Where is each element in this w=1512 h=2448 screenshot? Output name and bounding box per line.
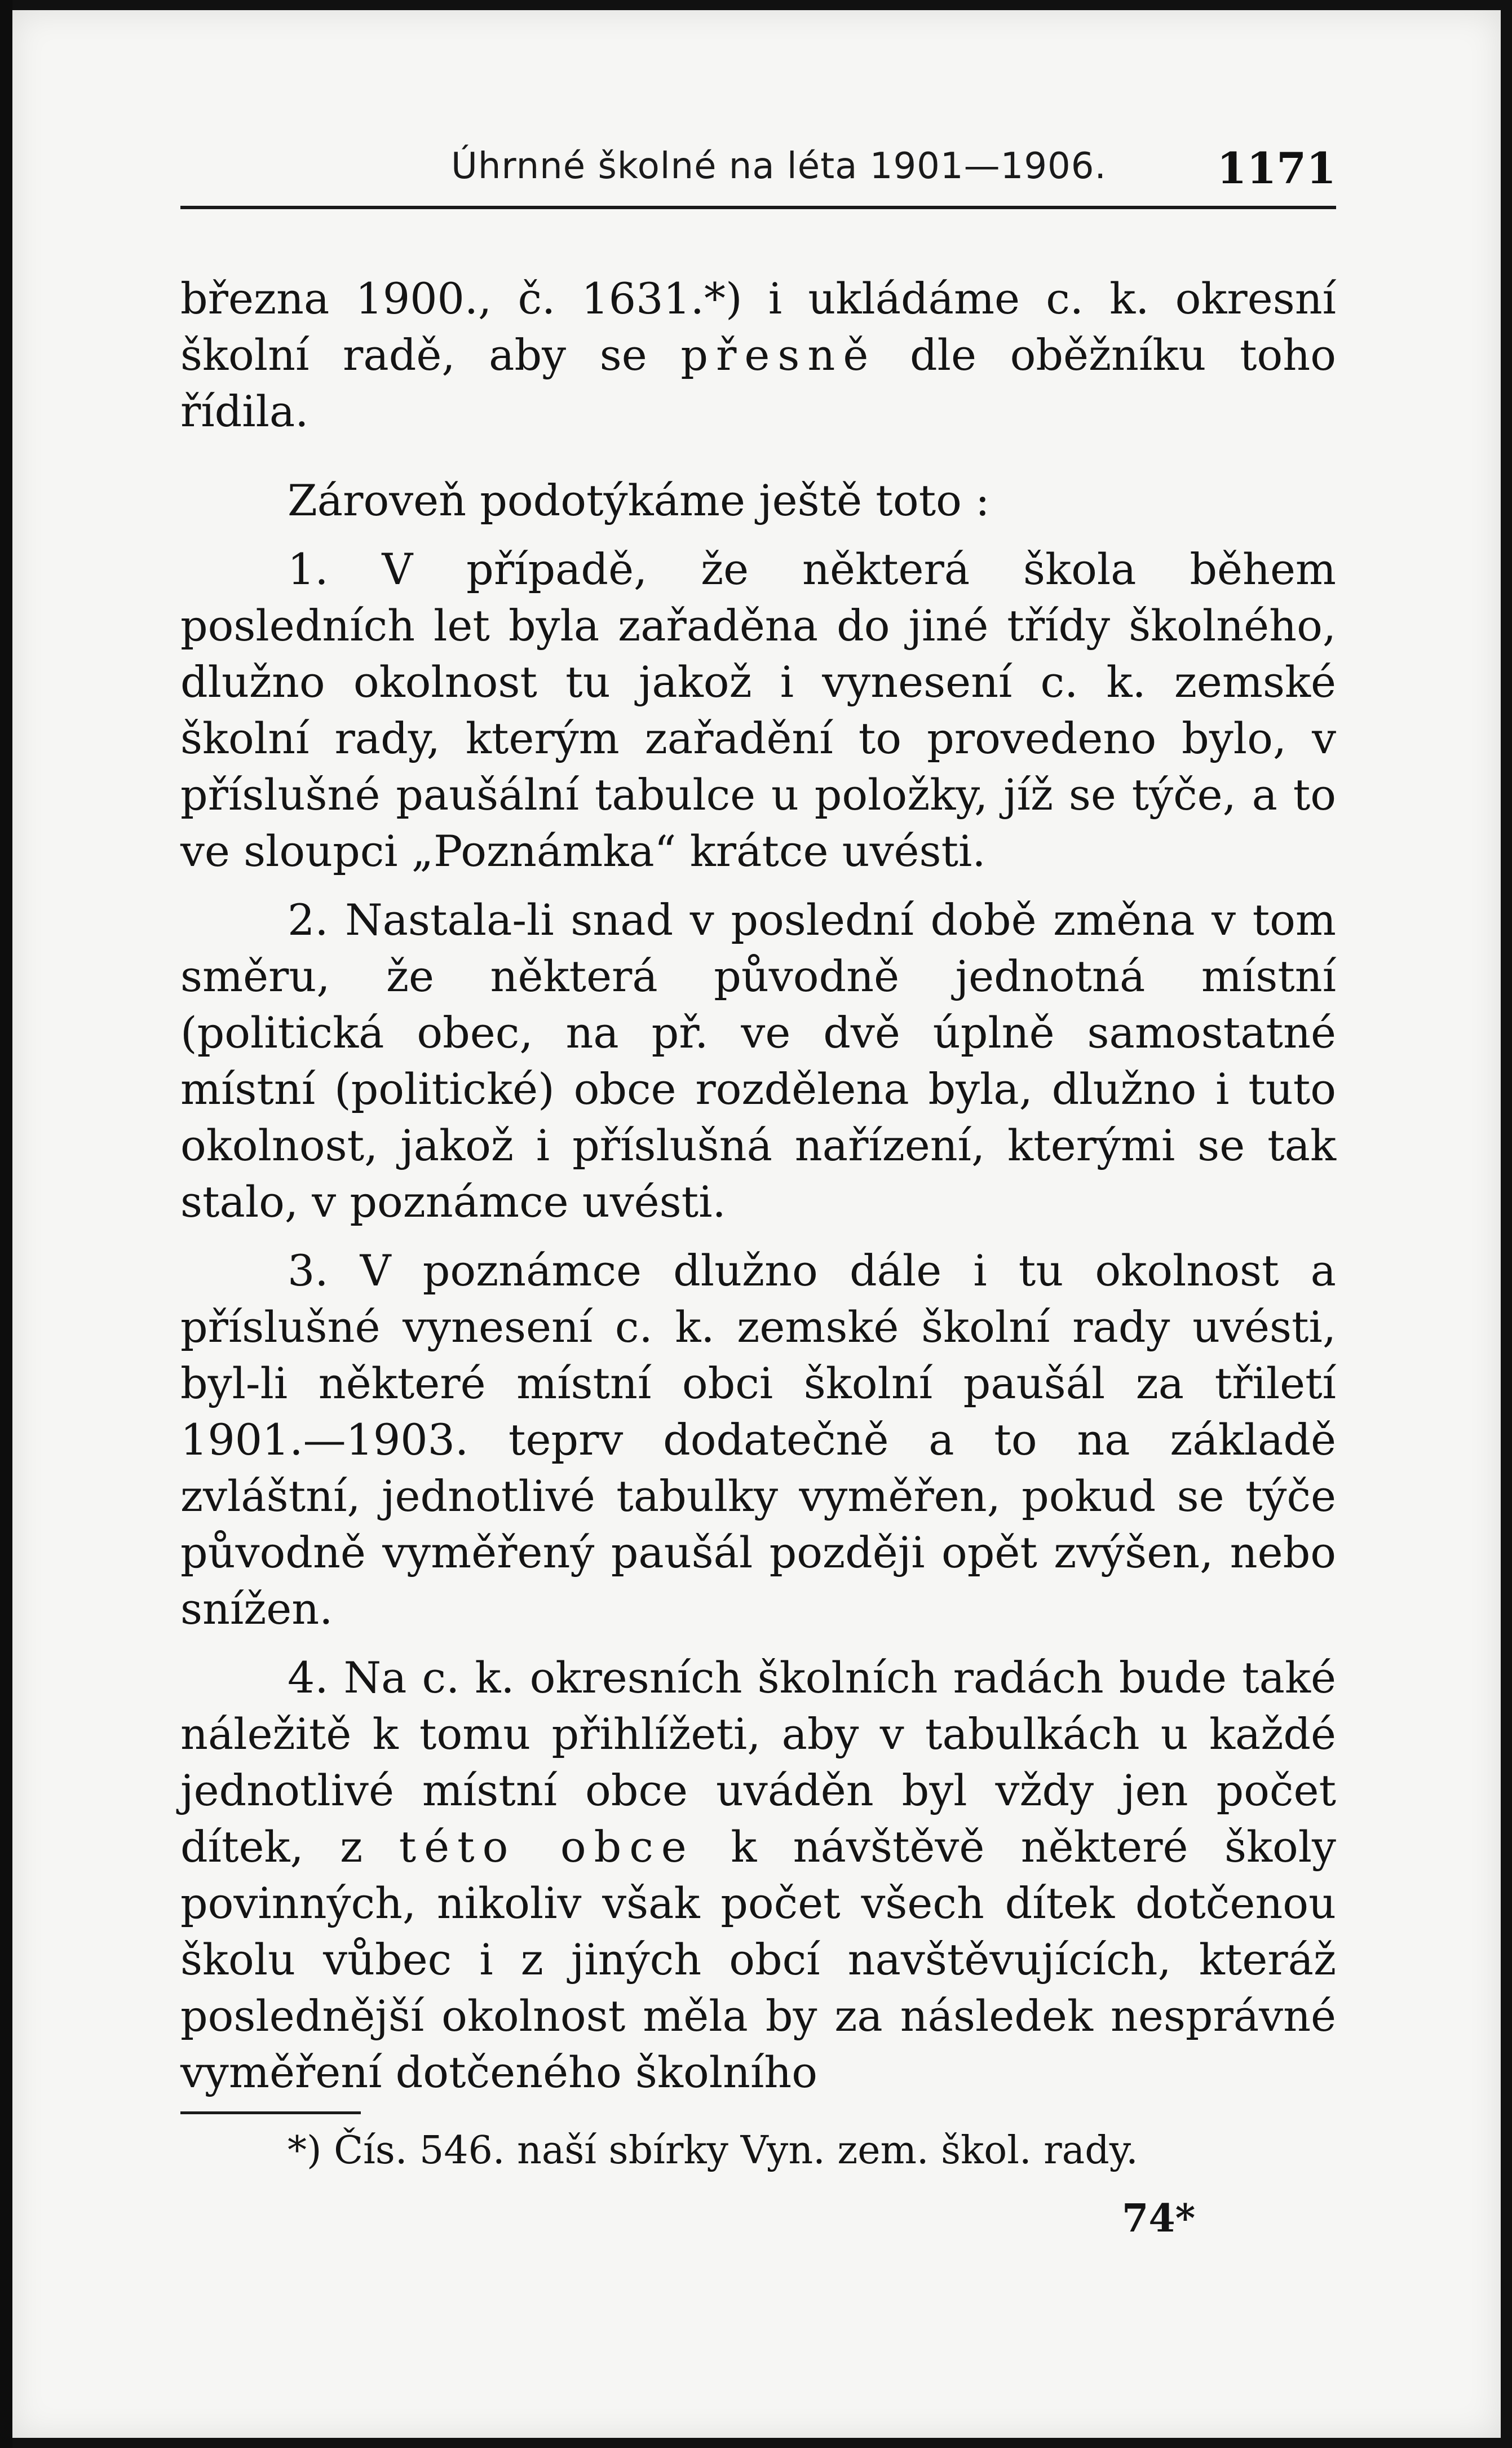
paragraph-item-4 xyxy=(180,1650,1336,2101)
paragraph-item-3: 3. V poznámce dlužno dále i tu okolnost a příslušné vynesení c. k. zemské školní rady uvésti, byl-li některé místní obci školní paušál za třiletí 1901.—1903. teprv dodatečně a to na základě zvláštní, jednotlivé tabulky vyměřen, pokud se týče původně vyměřený paušál později opět zvýšen, nebo snížen. xyxy=(180,1245,1336,1634)
page-edge xyxy=(0,0,12,2448)
paragraph-item-1: 1. V případě, že některá škola během posledních let byla zařaděna do jiné třídy školného, dlužno okolnost tu jakož i vynesení c. k. zemské školní rady, kterým zařadění to provedeno bylo, v příslušné paušální tabulce u položky, jíž se týče, a to ve sloupci „Poznámka“ krátce uvésti. xyxy=(180,544,1336,876)
running-title: Úhrnné školné na léta 1901—1906. xyxy=(451,145,1107,187)
paragraph-continuation xyxy=(180,271,1336,440)
body-text xyxy=(180,271,1336,2101)
footnote: *) Čís. 546. naší sbírky Vyn. zem. škol. rady. xyxy=(288,2128,1138,2173)
paragraph-intro: Zároveň podotýkáme ještě toto : xyxy=(288,475,990,525)
printer-signature: 74* xyxy=(1122,2196,1196,2241)
footnote-rule xyxy=(180,2111,361,2114)
text-run: dle oběžníku toho řídila. xyxy=(180,330,1336,436)
page-header xyxy=(180,135,1336,203)
emphasis-spaced: této obce xyxy=(399,1822,695,1872)
header-rule xyxy=(180,206,1336,209)
emphasis-spaced: přesně xyxy=(680,330,877,380)
text-run: 4. Na c. k. okresních školních radách bude také náležitě k tomu přihlížeti, aby v tabulkách u každé jednotlivé místní obce uváděn byl vždy jen počet dítek, z xyxy=(180,1652,1336,1872)
text-run: března 1900., č. 1631.*) i ukládáme c. k. okresní školní radě, aby se xyxy=(180,273,1336,380)
page-number: 1171 xyxy=(1217,143,1336,193)
text-run: k návštěvě některé školy povinných, nikoliv však počet všech dítek dotčenou školu vůbec i z jiných obcí navštěvujících, kteráž poslednější okolnost měla by za následek nesprávné vyměření dotčeného školního xyxy=(180,1822,1336,2097)
paragraph-item-2: 2. Nastala-li snad v poslední době změna v tom směru, že některá původně jednotná místní (politická obec, na př. ve dvě úplně samostatné místní (politické) obce rozdělena byla, dlužno i tuto okolnost, jakož i příslušná nařízení, kterými se tak stalo, v poznámce uvésti. xyxy=(180,895,1336,1227)
